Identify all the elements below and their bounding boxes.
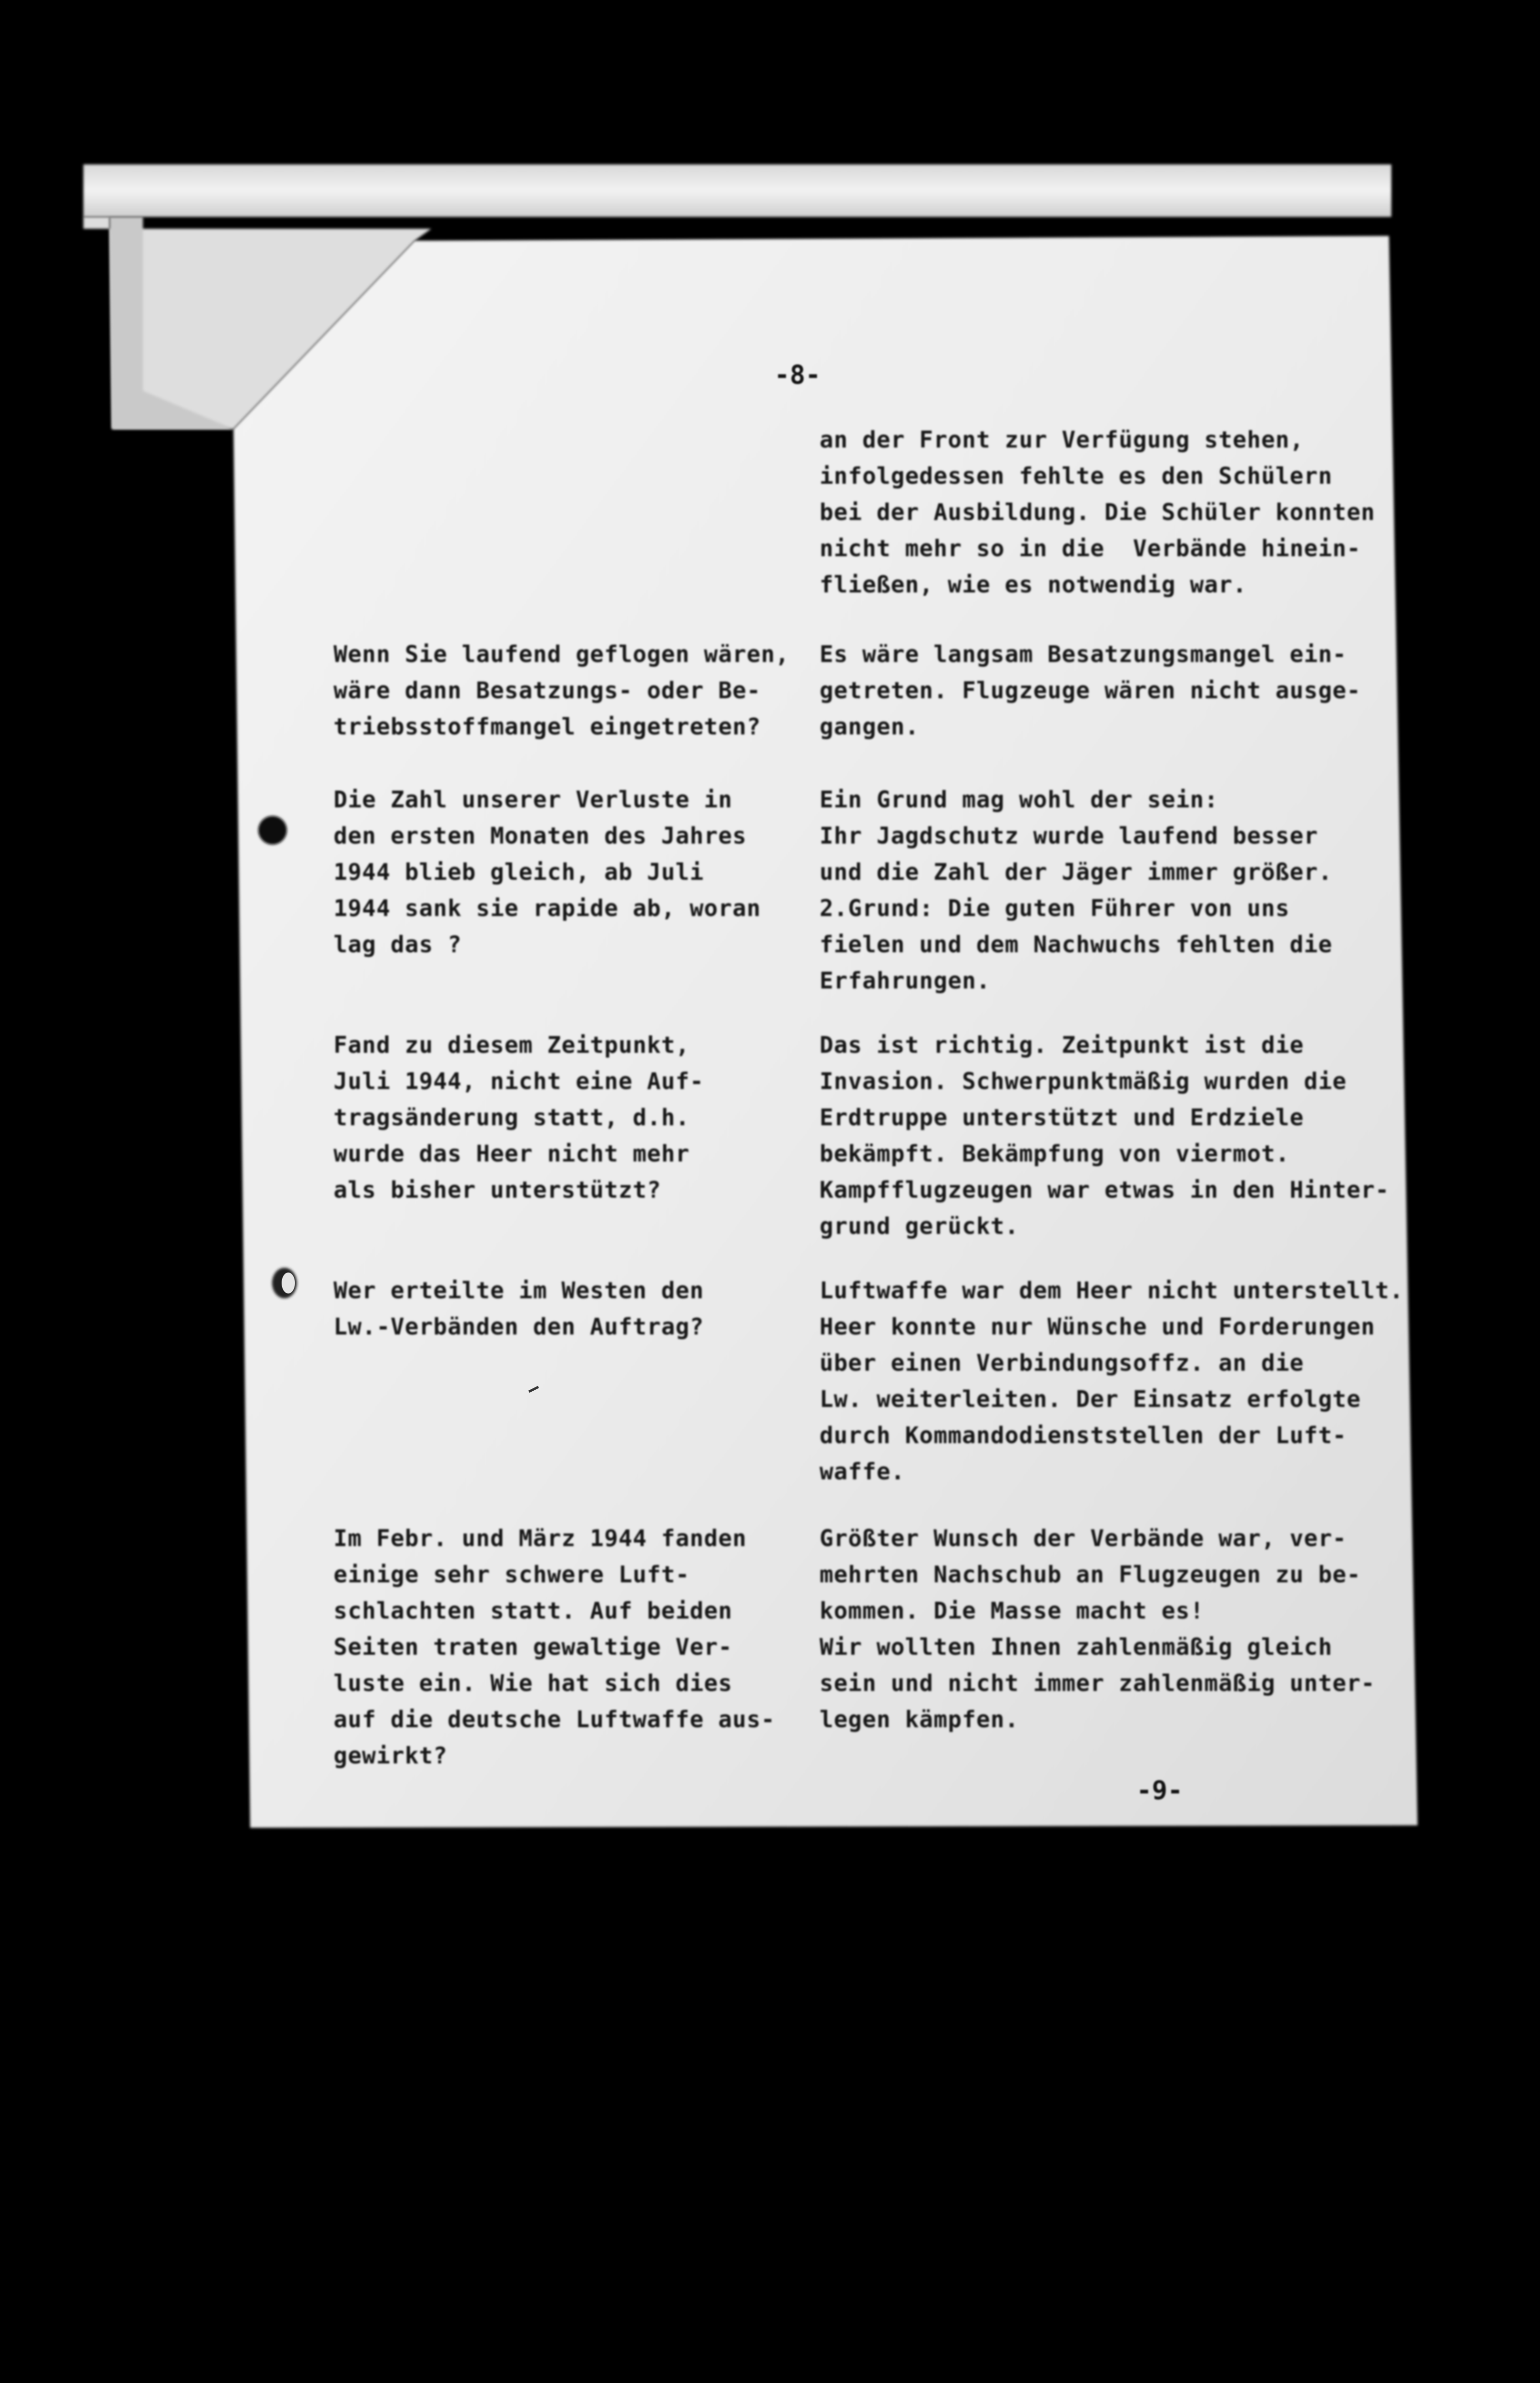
answer-line: an der Front zur Verfügung stehen, — [820, 427, 1304, 453]
answer-line: Erdtruppe unterstützt und Erdziele — [820, 1104, 1304, 1131]
answer-block — [820, 782, 1410, 999]
question-line: Lw.-Verbänden den Auftrag? — [334, 1314, 704, 1340]
page-number-bottom: -9- — [1136, 1775, 1183, 1805]
answer-line: nicht mehr so in die Verbände hinein- — [820, 535, 1361, 562]
intro-answer — [820, 422, 1410, 603]
answer-line: Luftwaffe war dem Heer nicht unterstellt. — [820, 1277, 1404, 1304]
answer-line: Kampfflugzeugen war etwas in den Hinter- — [820, 1177, 1389, 1203]
question-line: tragsänderung statt, d.h. — [334, 1104, 690, 1131]
question-line: Wer erteilte im Westen den — [334, 1277, 704, 1304]
answer-line: infolgedessen fehlte es den Schülern — [820, 463, 1333, 489]
question-line: Seiten traten gewaltige Ver- — [334, 1634, 733, 1660]
answer-line: durch Kommandodienststellen der Luft- — [820, 1422, 1347, 1449]
answer-line: Erfahrungen. — [820, 967, 991, 994]
question-block — [334, 1273, 810, 1345]
answer-line: über einen Verbindungsoffz. an die — [820, 1350, 1304, 1376]
punch-hole — [258, 816, 287, 845]
answer-line: und die Zahl der Jäger immer größer. — [820, 859, 1333, 886]
question-block — [334, 782, 810, 963]
question-line: den ersten Monaten des Jahres — [334, 823, 747, 849]
question-block — [334, 1520, 810, 1774]
answer-line: Es wäre langsam Besatzungsmangel ein- — [820, 641, 1347, 668]
answer-line: Größter Wunsch der Verbände war, ver- — [820, 1525, 1347, 1552]
question-line: wurde das Heer nicht mehr — [334, 1141, 690, 1167]
answer-line: bekämpft. Bekämpfung von viermot. — [820, 1141, 1290, 1167]
answer-line: bei der Ausbildung. Die Schüler konnten — [820, 499, 1376, 526]
answer-line: fielen und dem Nachwuchs fehlten die — [820, 931, 1333, 958]
answer-line: Invasion. Schwerpunktmäßig wurden die — [820, 1068, 1347, 1095]
answer-line: 2.Grund: Die guten Führer von uns — [820, 895, 1290, 922]
answer-line: Ein Grund mag wohl der sein: — [820, 786, 1219, 813]
question-line: Im Febr. und März 1944 fanden — [334, 1525, 747, 1552]
answer-line: getreten. Flugzeuge wären nicht ausge- — [820, 677, 1361, 704]
answer-line: gangen. — [820, 713, 920, 740]
answer-block — [820, 1273, 1410, 1490]
answer-line: mehrten Nachschub an Flugzeugen zu be- — [820, 1561, 1361, 1588]
page-number-top: -8- — [774, 360, 821, 390]
question-line: wäre dann Besatzungs- oder Be- — [334, 677, 761, 704]
answer-line: waffe. — [820, 1458, 905, 1485]
question-line: als bisher unterstützt? — [334, 1177, 661, 1203]
answer-line: Lw. weiterleiten. Der Einsatz erfolgte — [820, 1386, 1361, 1413]
question-line: 1944 sank sie rapide ab, woran — [334, 895, 761, 922]
answer-block — [820, 1027, 1410, 1244]
question-line: Juli 1944, nicht eine Auf- — [334, 1068, 704, 1095]
question-line: schlachten statt. Auf beiden — [334, 1598, 733, 1624]
answer-line: sein und nicht immer zahlenmäßig unter- — [820, 1670, 1376, 1697]
answer-block — [820, 636, 1410, 745]
answer-line: Das ist richtig. Zeitpunkt ist die — [820, 1032, 1304, 1059]
answer-line: Heer konnte nur Wünsche und Forderungen — [820, 1314, 1376, 1340]
top-paper-strip — [83, 164, 1391, 217]
question-line: Die Zahl unserer Verluste in — [334, 786, 733, 813]
answer-line: fließen, wie es notwendig war. — [820, 571, 1247, 598]
question-line: auf die deutsche Luftwaffe aus- — [334, 1706, 775, 1733]
question-block — [334, 636, 810, 745]
question-line: gewirkt? — [334, 1742, 448, 1769]
answer-block — [820, 1520, 1410, 1738]
question-line: einige sehr schwere Luft- — [334, 1561, 690, 1588]
question-line: Fand zu diesem Zeitpunkt, — [334, 1032, 690, 1059]
answer-line: kommen. Die Masse macht es! — [820, 1598, 1205, 1624]
answer-line: Ihr Jagdschutz wurde laufend besser — [820, 823, 1318, 849]
question-line: triebsstoffmangel eingetreten? — [334, 713, 761, 740]
answer-line: grund gerückt. — [820, 1213, 1019, 1240]
answer-line: Wir wollten Ihnen zahlenmäßig gleich — [820, 1634, 1333, 1660]
question-line: luste ein. Wie hat sich dies — [334, 1670, 733, 1697]
question-block — [334, 1027, 810, 1208]
answer-line: legen kämpfen. — [820, 1706, 1019, 1733]
question-line: 1944 blieb gleich, ab Juli — [334, 859, 704, 886]
question-line: Wenn Sie laufend geflogen wären, — [334, 641, 790, 668]
question-line: lag das ? — [334, 931, 462, 958]
